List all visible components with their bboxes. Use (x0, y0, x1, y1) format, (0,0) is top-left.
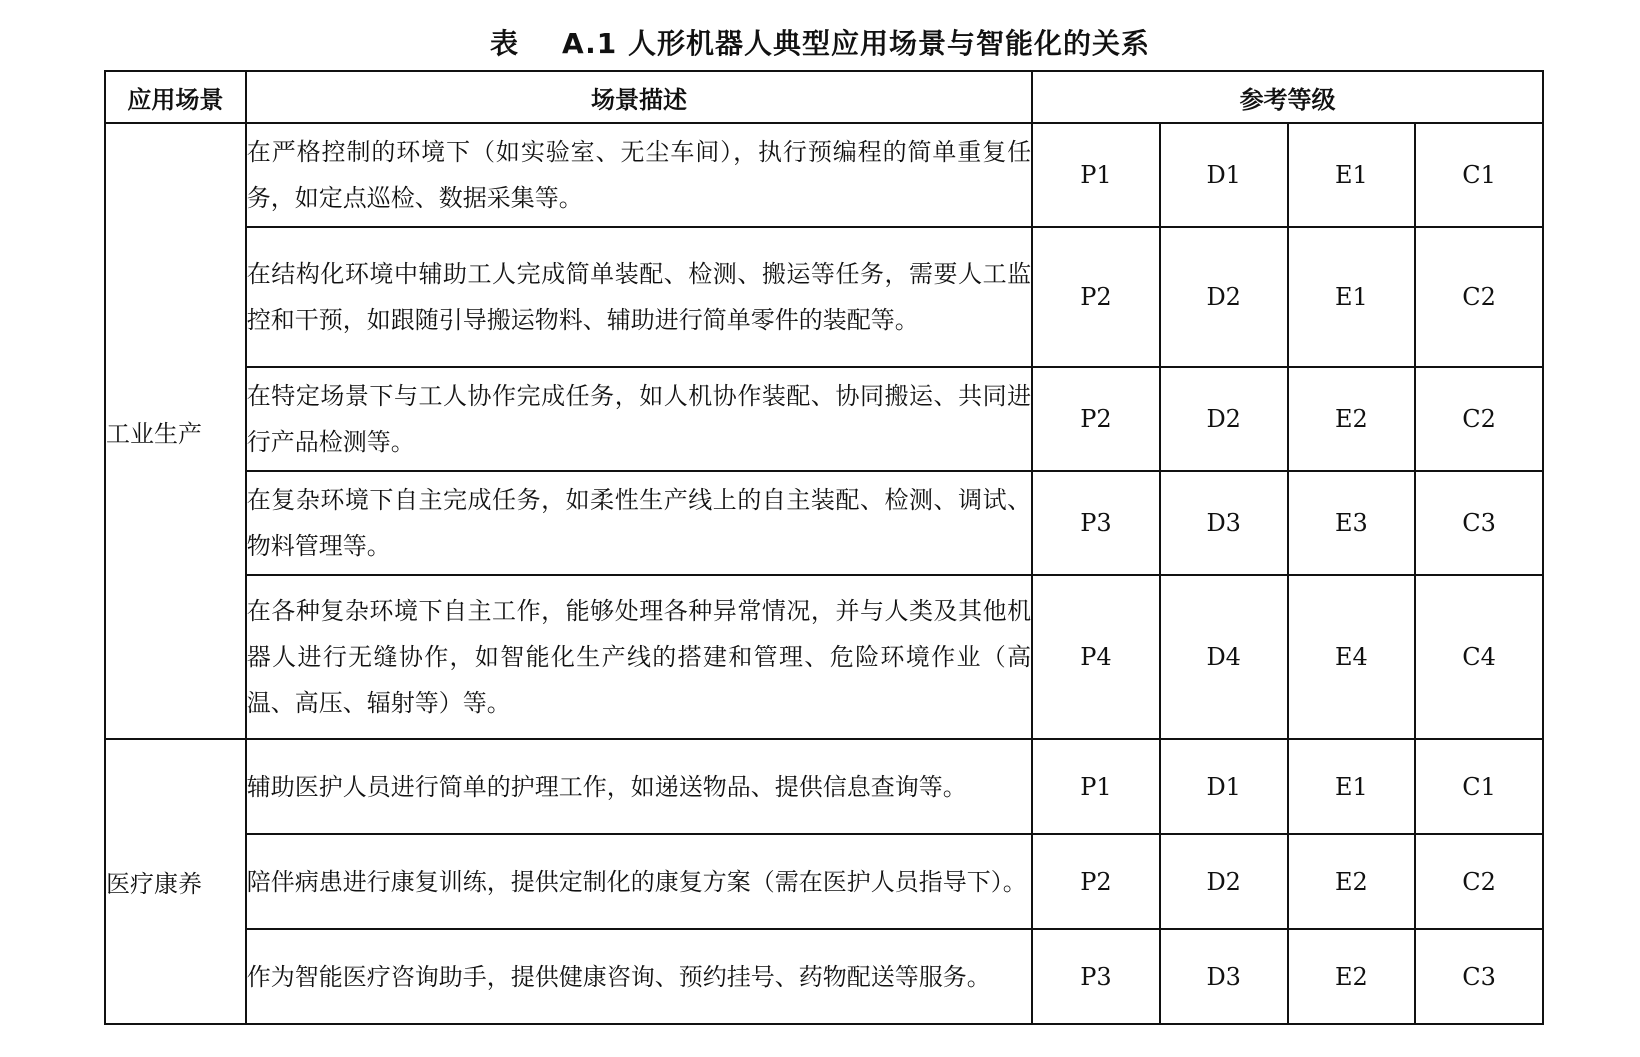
level-c-cell: C2 (1415, 367, 1543, 471)
header-description: 场景描述 (246, 71, 1032, 123)
level-c-cell: C3 (1415, 929, 1543, 1024)
table-row (105, 367, 1543, 471)
level-d-cell: D3 (1160, 471, 1288, 575)
description-cell: 在特定场景下与工人协作完成任务，如人机协作装配、协同搬运、共同进行产品检测等。 (246, 367, 1032, 471)
level-d-cell: D2 (1160, 834, 1288, 929)
scenario-table (104, 70, 1544, 1025)
scene-cell: 医疗康养 (105, 739, 246, 1024)
level-d-cell: D2 (1160, 367, 1288, 471)
level-c-cell: C3 (1415, 471, 1543, 575)
table-row (105, 575, 1543, 739)
level-e-cell: E2 (1288, 834, 1416, 929)
description-cell: 作为智能医疗咨询助手，提供健康咨询、预约挂号、药物配送等服务。 (246, 929, 1032, 1024)
table-row (105, 227, 1543, 367)
description-cell: 在复杂环境下自主完成任务，如柔性生产线上的自主装配、检测、调试、物料管理等。 (246, 471, 1032, 575)
level-p-cell: P1 (1032, 739, 1160, 834)
level-p-cell: P2 (1032, 834, 1160, 929)
level-e-cell: E3 (1288, 471, 1416, 575)
level-p-cell: P2 (1032, 227, 1160, 367)
header-scene: 应用场景 (105, 71, 246, 123)
level-d-cell: D4 (1160, 575, 1288, 739)
table-row (105, 834, 1543, 929)
table-row (105, 471, 1543, 575)
level-c-cell: C2 (1415, 834, 1543, 929)
description-cell: 在严格控制的环境下（如实验室、无尘车间），执行预编程的简单重复任务，如定点巡检、数据采集等。 (246, 123, 1032, 227)
level-e-cell: E2 (1288, 367, 1416, 471)
level-p-cell: P2 (1032, 367, 1160, 471)
level-p-cell: P3 (1032, 471, 1160, 575)
table-row (105, 929, 1543, 1024)
level-e-cell: E2 (1288, 929, 1416, 1024)
level-d-cell: D2 (1160, 227, 1288, 367)
level-p-cell: P1 (1032, 123, 1160, 227)
level-e-cell: E1 (1288, 227, 1416, 367)
level-d-cell: D1 (1160, 123, 1288, 227)
description-cell: 辅助医护人员进行简单的护理工作，如递送物品、提供信息查询等。 (246, 739, 1032, 834)
level-c-cell: C1 (1415, 739, 1543, 834)
level-p-cell: P3 (1032, 929, 1160, 1024)
level-c-cell: C2 (1415, 227, 1543, 367)
table-row (105, 123, 1543, 227)
level-p-cell: P4 (1032, 575, 1160, 739)
scene-cell: 工业生产 (105, 123, 246, 739)
table-row (105, 739, 1543, 834)
level-e-cell: E1 (1288, 123, 1416, 227)
level-e-cell: E1 (1288, 739, 1416, 834)
header-row (105, 71, 1543, 123)
description-cell: 在各种复杂环境下自主工作，能够处理各种异常情况，并与人类及其他机器人进行无缝协作，如智能化生产线的搭建和管理、危险环境作业（高温、高压、辐射等）等。 (246, 575, 1032, 739)
level-d-cell: D1 (1160, 739, 1288, 834)
description-cell: 在结构化环境中辅助工人完成简单装配、检测、搬运等任务，需要人工监控和干预，如跟随引导搬运物料、辅助进行简单零件的装配等。 (246, 227, 1032, 367)
table-title: 表 A.1 人形机器人典型应用场景与智能化的关系 (489, 27, 1151, 60)
level-c-cell: C1 (1415, 123, 1543, 227)
level-e-cell: E4 (1288, 575, 1416, 739)
header-reference-levels: 参考等级 (1032, 71, 1543, 123)
description-cell: 陪伴病患进行康复训练，提供定制化的康复方案（需在医护人员指导下）。 (246, 834, 1032, 929)
level-c-cell: C4 (1415, 575, 1543, 739)
level-d-cell: D3 (1160, 929, 1288, 1024)
